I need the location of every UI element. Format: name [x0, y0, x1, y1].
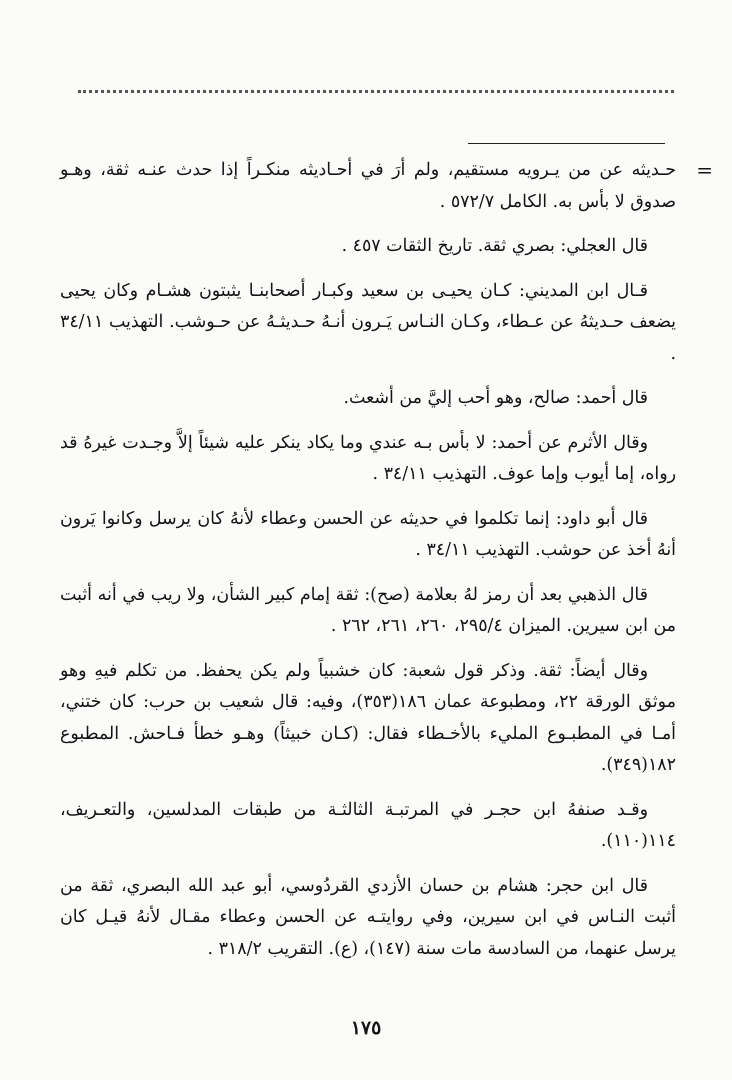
paragraph: وقال أيضاً: ثقة. وذكر قول شعبة: كان خشبياً ولم يكن يحفظ. من تكلم فيهِ وهو موثق الورقة ٢٢، ومطبوعة عمان ١٨٦(٣٥٣)، وفيه: قال شعيب بن حرب: كان ختني، أمـا في المطبـوع المليء بالأخـطاء فقال: (كـان خبيثاً) وهـو خطأ فـاحش. المطبوع ١٨٢(٣٤٩). — [60, 660, 676, 775]
paragraph: حـديثه عن من يـرويه مستقيم، ولم أرَ في أحـاديثه منكـراً إذا حدث عنـه ثقة، وهـو صدوق لا بأس به. الكامل ٥٧٢/٧ . — [60, 160, 676, 212]
footnote-continuation-marker: = — [696, 158, 713, 182]
paragraph: قال العجلي: بصري ثقة. تاريخ الثقات ٤٥٧ . — [341, 236, 648, 256]
header-dotted-rule — [78, 90, 674, 93]
paragraph: قـال ابن المديني: كـان يحيـى بن سعيد وكبـار أصحابنـا يثبتون هشـام وكان يحيى يضعف حـديثهُ عن عـطاء، وكـان النـاس يَـرون أنـهُ حـديثـهُ عن حـوشب. التهذيب ٣٤/١١ . — [60, 280, 676, 364]
paragraph: قال أحمد: صالح، وهو أحب إليَّ من أشعث. — [343, 388, 648, 408]
paragraph: قال ابن حجر: هشام بن حسان الأزدي القردُوسي، أبو عبد الله البصري، ثقة من أثبت النـاس في ابن سيرين، وفي روايتـه عن الحسن وعطاء مقـال لأنهُ قيـل كان يرسل عنهما، من السادسة مات سنة (١٤٧)، (ع). التقريب ٣١٨/٢ . — [60, 875, 676, 959]
paragraph: وقـد صنفهُ ابن حجـر في المرتبـة الثالثـة من طبقات المدلسين، والتعـريف، ١١٤(١١٠). — [60, 799, 676, 851]
paragraph: وقال الأثرم عن أحمد: لا بأس بـه عندي وما يكاد ينكر عليه شيئاً إلاَّ وجـدت غيرهُ قد رواه، إما أيوب وإما عوف. التهذيب ٣٤/١١ . — [60, 432, 676, 484]
paragraph: قال أبو داود: إنما تكلموا في حديثه عن الحسن وعطاء لأنهُ كان يرسل وكانوا يَرون أنهُ أخذ عن حوشب. التهذيب ٣٤/١١ . — [60, 508, 676, 560]
footnote-separator-rule — [468, 143, 665, 144]
page-number: ١٧٥ — [350, 1017, 382, 1039]
footnote-text-block — [60, 155, 676, 978]
paragraph: قال الذهبي بعد أن رمز لهُ بعلامة (صح): ثقة إمام كبير الشأن، ولا ريب في أنه أثبت من ابن سيرين. الميزان ٢٩٥/٤، ٢٦٠، ٢٦١، ٢٦٢ . — [60, 584, 676, 636]
